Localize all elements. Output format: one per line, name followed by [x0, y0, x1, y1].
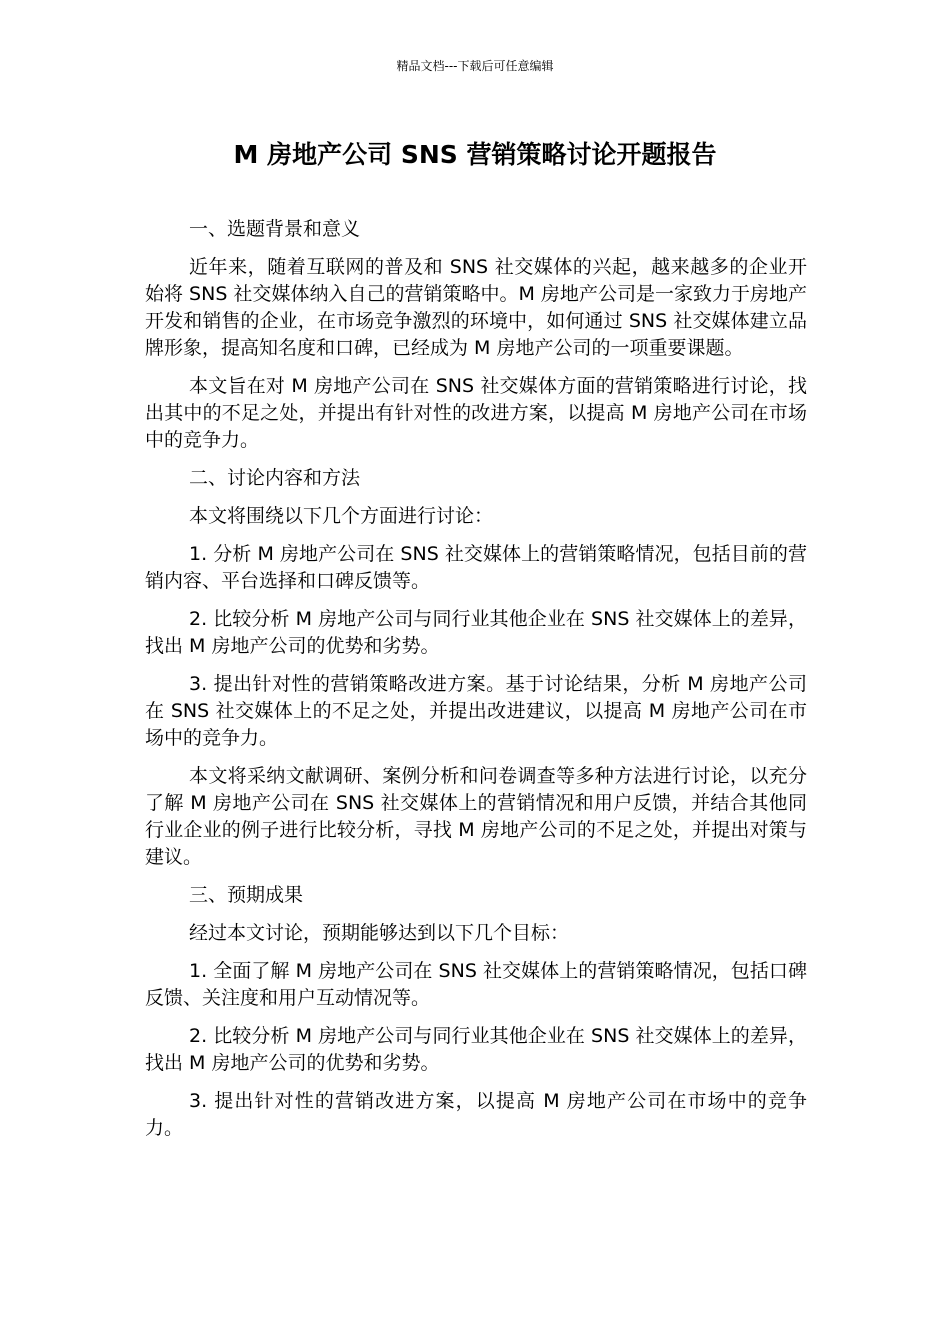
document-title: M 房地产公司 SNS 营销策略讨论开题报告 — [233, 140, 717, 169]
section-heading-content-method: 二、讨论内容和方法 — [189, 467, 361, 489]
paragraph-intro-aspects: 本文将围绕以下几个方面进行讨论： — [189, 505, 494, 527]
list-item-goal-1: 1. 全面了解 M 房地产公司在 SNS 社交媒体上的营销策略情况，包括口碑反馈、关注度和用户互动情况等。 — [145, 960, 807, 1009]
paragraph-intro-goals: 经过本文讨论，预期能够达到以下几个目标： — [189, 922, 570, 944]
list-item-aspect-2: 2. 比较分析 M 房地产公司与同行业其他企业在 SNS 社交媒体上的差异，找出 M 房地产公司的优势和劣势。 — [145, 608, 807, 657]
paragraph-background: 近年来，随着互联网的普及和 SNS 社交媒体的兴起，越来越多的企业开始将 SNS 社交媒体纳入自己的营销策略中。M 房地产公司是一家致力于房地产开发和销售的企业，在市场竞争激烈的环境中，如何通过 SNS 社交媒体建立品牌形象，提高知名度和口碑，已经成为 M 房地产公司的一项重要课题。 — [145, 256, 807, 359]
list-item-goal-2: 2. 比较分析 M 房地产公司与同行业其他企业在 SNS 社交媒体上的差异，找出 M 房地产公司的优势和劣势。 — [145, 1025, 807, 1074]
document-body — [145, 216, 807, 1153]
list-item-aspect-1: 1. 分析 M 房地产公司在 SNS 社交媒体上的营销策略情况，包括目前的营销内容、平台选择和口碑反馈等。 — [145, 543, 807, 592]
section-heading-expected-results: 三、预期成果 — [189, 884, 304, 906]
list-item-goal-3: 3. 提出针对性的营销改进方案，以提高 M 房地产公司在市场中的竞争力。 — [145, 1090, 807, 1139]
section-heading-background: 一、选题背景和意义 — [189, 218, 361, 240]
paragraph-purpose: 本文旨在对 M 房地产公司在 SNS 社交媒体方面的营销策略进行讨论，找出其中的不足之处，并提出有针对性的改进方案，以提高 M 房地产公司在市场中的竞争力。 — [145, 375, 807, 451]
page-header-note: 精品文档---下载后可任意编辑 — [396, 59, 554, 73]
paragraph-methods: 本文将采纳文献调研、案例分析和问卷调查等多种方法进行讨论，以充分了解 M 房地产公司在 SNS 社交媒体上的营销情况和用户反馈，并结合其他同行业企业的例子进行比较分析，寻找 M 房地产公司的不足之处，并提出对策与建议。 — [145, 765, 807, 868]
list-item-aspect-3: 3. 提出针对性的营销策略改进方案。基于讨论结果，分析 M 房地产公司在 SNS 社交媒体上的不足之处，并提出改进建议，以提高 M 房地产公司在市场中的竞争力。 — [145, 673, 807, 749]
